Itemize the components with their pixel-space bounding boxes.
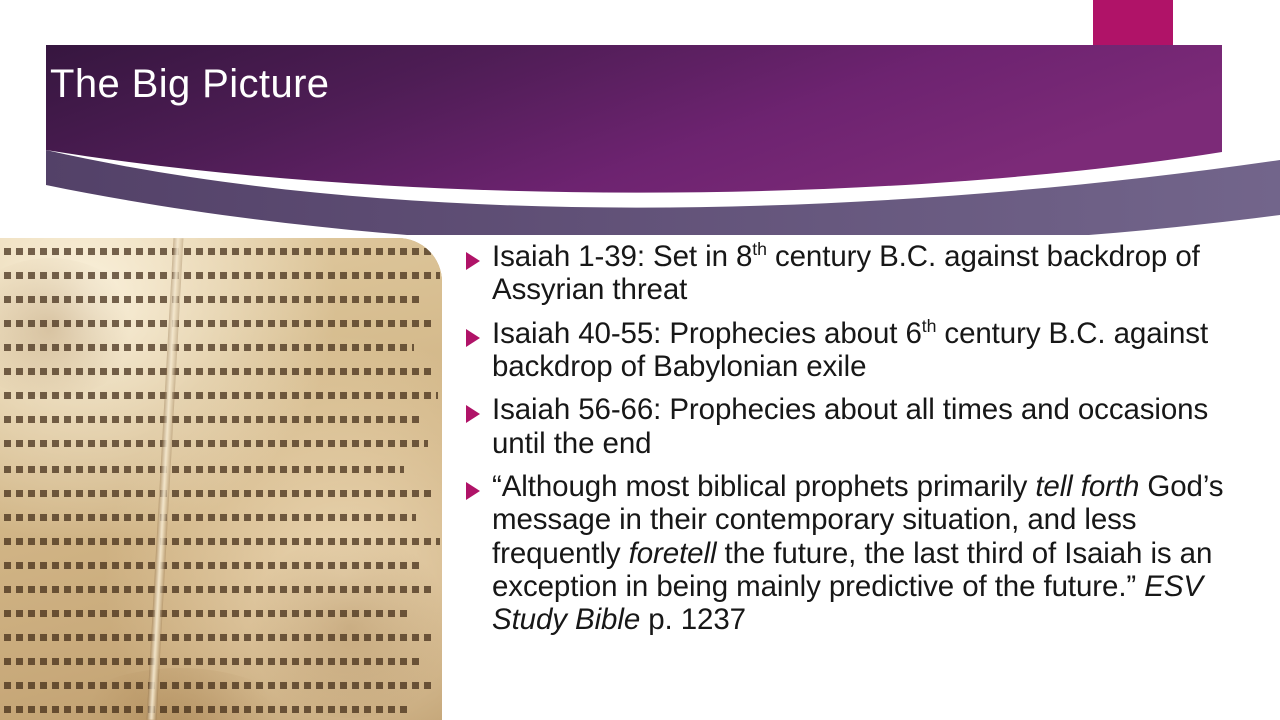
- page-title: The Big Picture: [50, 62, 330, 106]
- bullet-3-seg-1: Isaiah 56-66: Prophecies about all times and occasions until the end: [492, 393, 1209, 460]
- bullet-4-text: [492, 470, 1252, 637]
- bullet-1-text: [492, 240, 1252, 307]
- list-item: [466, 470, 1252, 637]
- bullet-2-seg-1: Isaiah 40-55: Prophecies about 6: [492, 316, 922, 350]
- list-item: [466, 317, 1252, 384]
- triangle-bullet-icon: [466, 240, 492, 270]
- bullet-list: [466, 240, 1252, 647]
- triangle-bullet-icon: [466, 470, 492, 500]
- bullet-1-seg-2: th: [752, 239, 767, 260]
- bullet-1-seg-3: century B.C. against backdrop of Assyrian threat: [492, 240, 1200, 307]
- slide-header: [0, 0, 1280, 235]
- header-banner-shape: [0, 0, 1280, 235]
- bullet-4-seg-1: “Although most biblical prophets primarily: [492, 469, 1036, 503]
- bullet-2-seg-2: th: [921, 315, 937, 336]
- bullet-4-seg-7: p. 1237: [640, 603, 746, 637]
- triangle-bullet-icon: [466, 317, 492, 347]
- bullet-4-seg-5: the future, the last third of Isaiah is an exception in being mainly predictive of the future.”: [492, 536, 1213, 603]
- bullet-4-seg-6: ESV Study Bible: [492, 569, 1203, 637]
- bullet-4-seg-4: foretell: [628, 536, 717, 570]
- bullet-3-text: [492, 393, 1252, 460]
- hebrew-text-lines: [0, 238, 442, 720]
- bullet-1-seg-1: Isaiah 1-39: Set in 8: [492, 240, 753, 273]
- bullet-2-seg-3: century B.C. against backdrop of Babylonian exile: [492, 316, 1209, 383]
- triangle-bullet-icon: [466, 393, 492, 423]
- bullet-2-text: [492, 317, 1252, 384]
- bullet-4-seg-2: tell forth: [1035, 469, 1140, 503]
- bullet-4-seg-3: God’s message in their contemporary situation, and less frequently: [492, 469, 1224, 570]
- dead-sea-scroll-photo: [0, 238, 442, 720]
- list-item: [466, 240, 1252, 307]
- list-item: [466, 393, 1252, 460]
